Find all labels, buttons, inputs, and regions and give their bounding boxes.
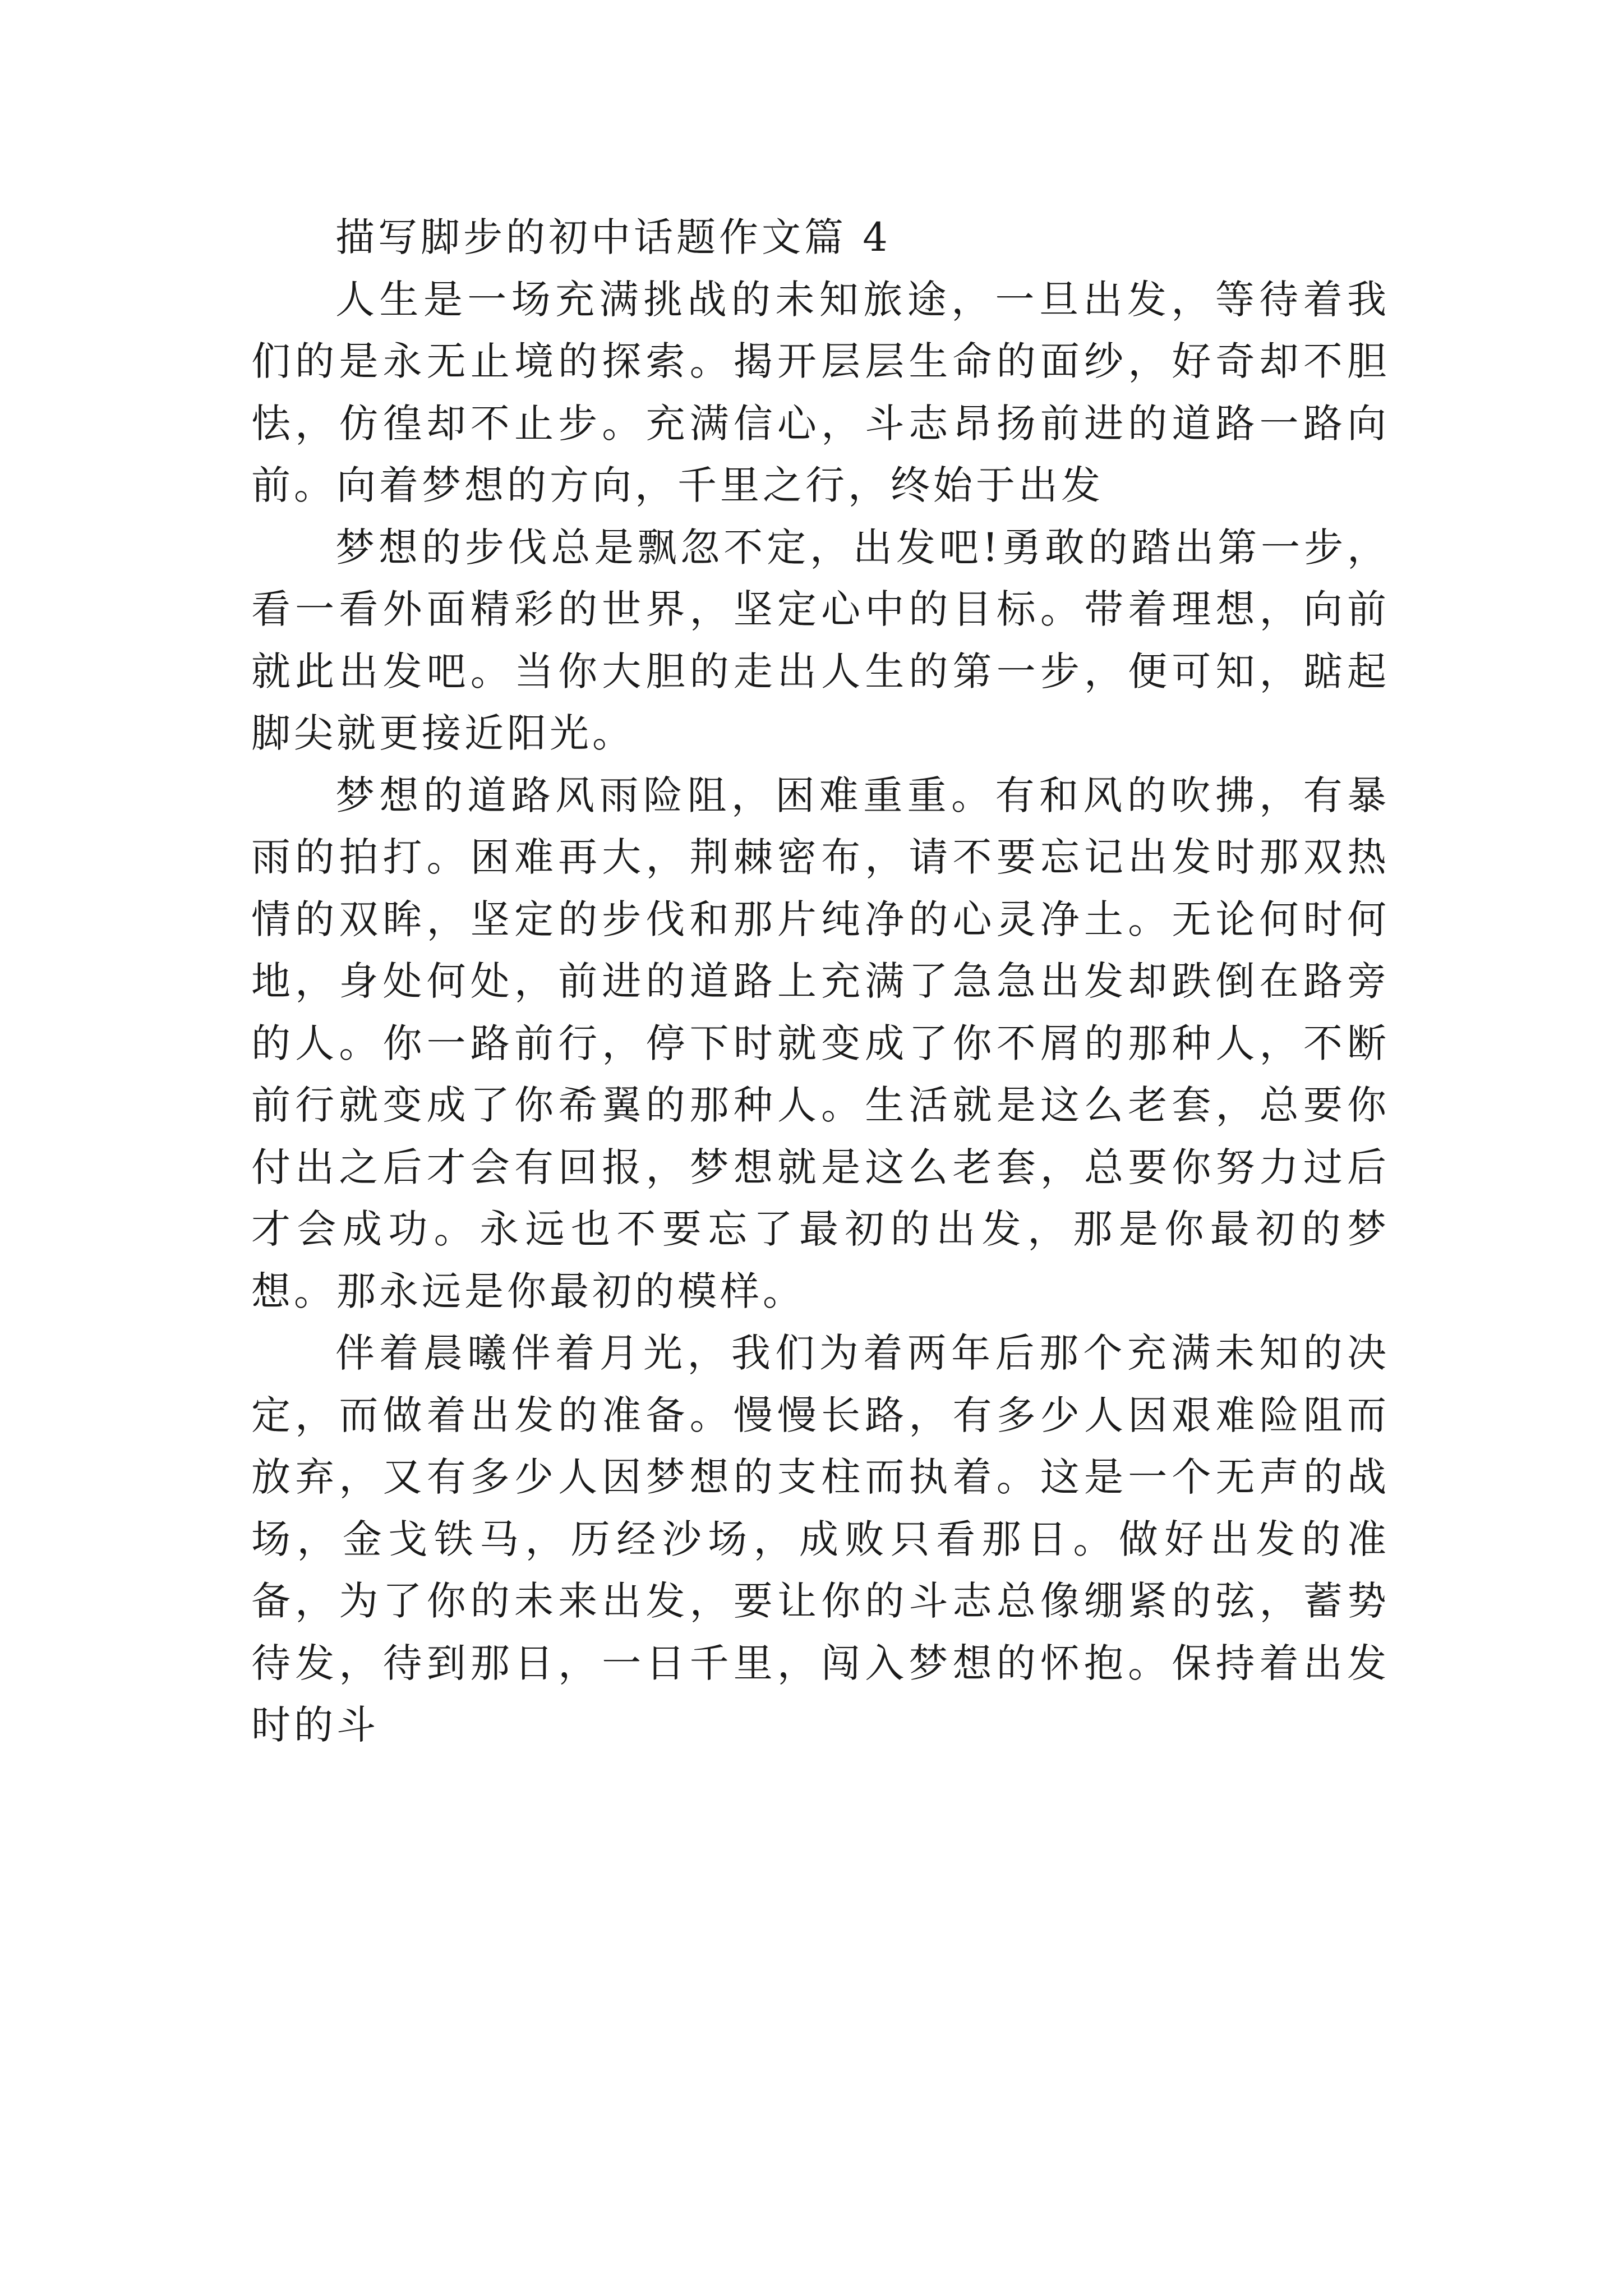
paragraph-2: 梦想的步伐总是飘忽不定，出发吧!勇敢的踏出第一步，看一看外面精彩的世界，坚定心中的目标。带着理想，向前就此出发吧。当你大胆的走出人生的第一步，便可知，踮起脚尖就更接近阳光。 [251, 524, 1390, 756]
paragraph-1: 人生是一场充满挑战的未知旅途，一旦出发，等待着我们的是永无止境的探索。揭开层层生命的面纱，好奇却不胆怯，仿徨却不止步。充满信心，斗志昂扬前进的道路一路向前。向着梦想的方向，千里之行，终始于出发 [251, 276, 1390, 508]
document-body [251, 206, 1390, 1756]
document-title: 描写脚步的初中话题作文篇 4 [335, 214, 891, 260]
paragraph-4: 伴着晨曦伴着月光，我们为着两年后那个充满未知的决定，而做着出发的准备。慢慢长路，有多少人因艰难险阻而放弃，又有多少人因梦想的支柱而执着。这是一个无声的战场，金戈铁马，历经沙场，成败只看那日。做好出发的准备，为了你的未来出发，要让你的斗志总像绷紧的弦，蓄势待发，待到那日，一日千里，闯入梦想的怀抱。保持着出发时的斗 [251, 1330, 1390, 1748]
paragraph-3: 梦想的道路风雨险阻，困难重重。有和风的吹拂，有暴雨的拍打。困难再大，荆棘密布，请不要忘记出发时那双热情的双眸，坚定的步伐和那片纯净的心灵净土。无论何时何地，身处何处，前进的道路上充满了急急出发却跌倒在路旁的人。你一路前行，停下时就变成了你不屑的那种人，不断前行就变成了你希翼的那种人。生活就是这么老套，总要你付出之后才会有回报，梦想就是这么老套，总要你努力过后才会成功。永远也不要忘了最初的出发，那是你最初的梦想。那永远是你最初的模样。 [251, 772, 1390, 1314]
